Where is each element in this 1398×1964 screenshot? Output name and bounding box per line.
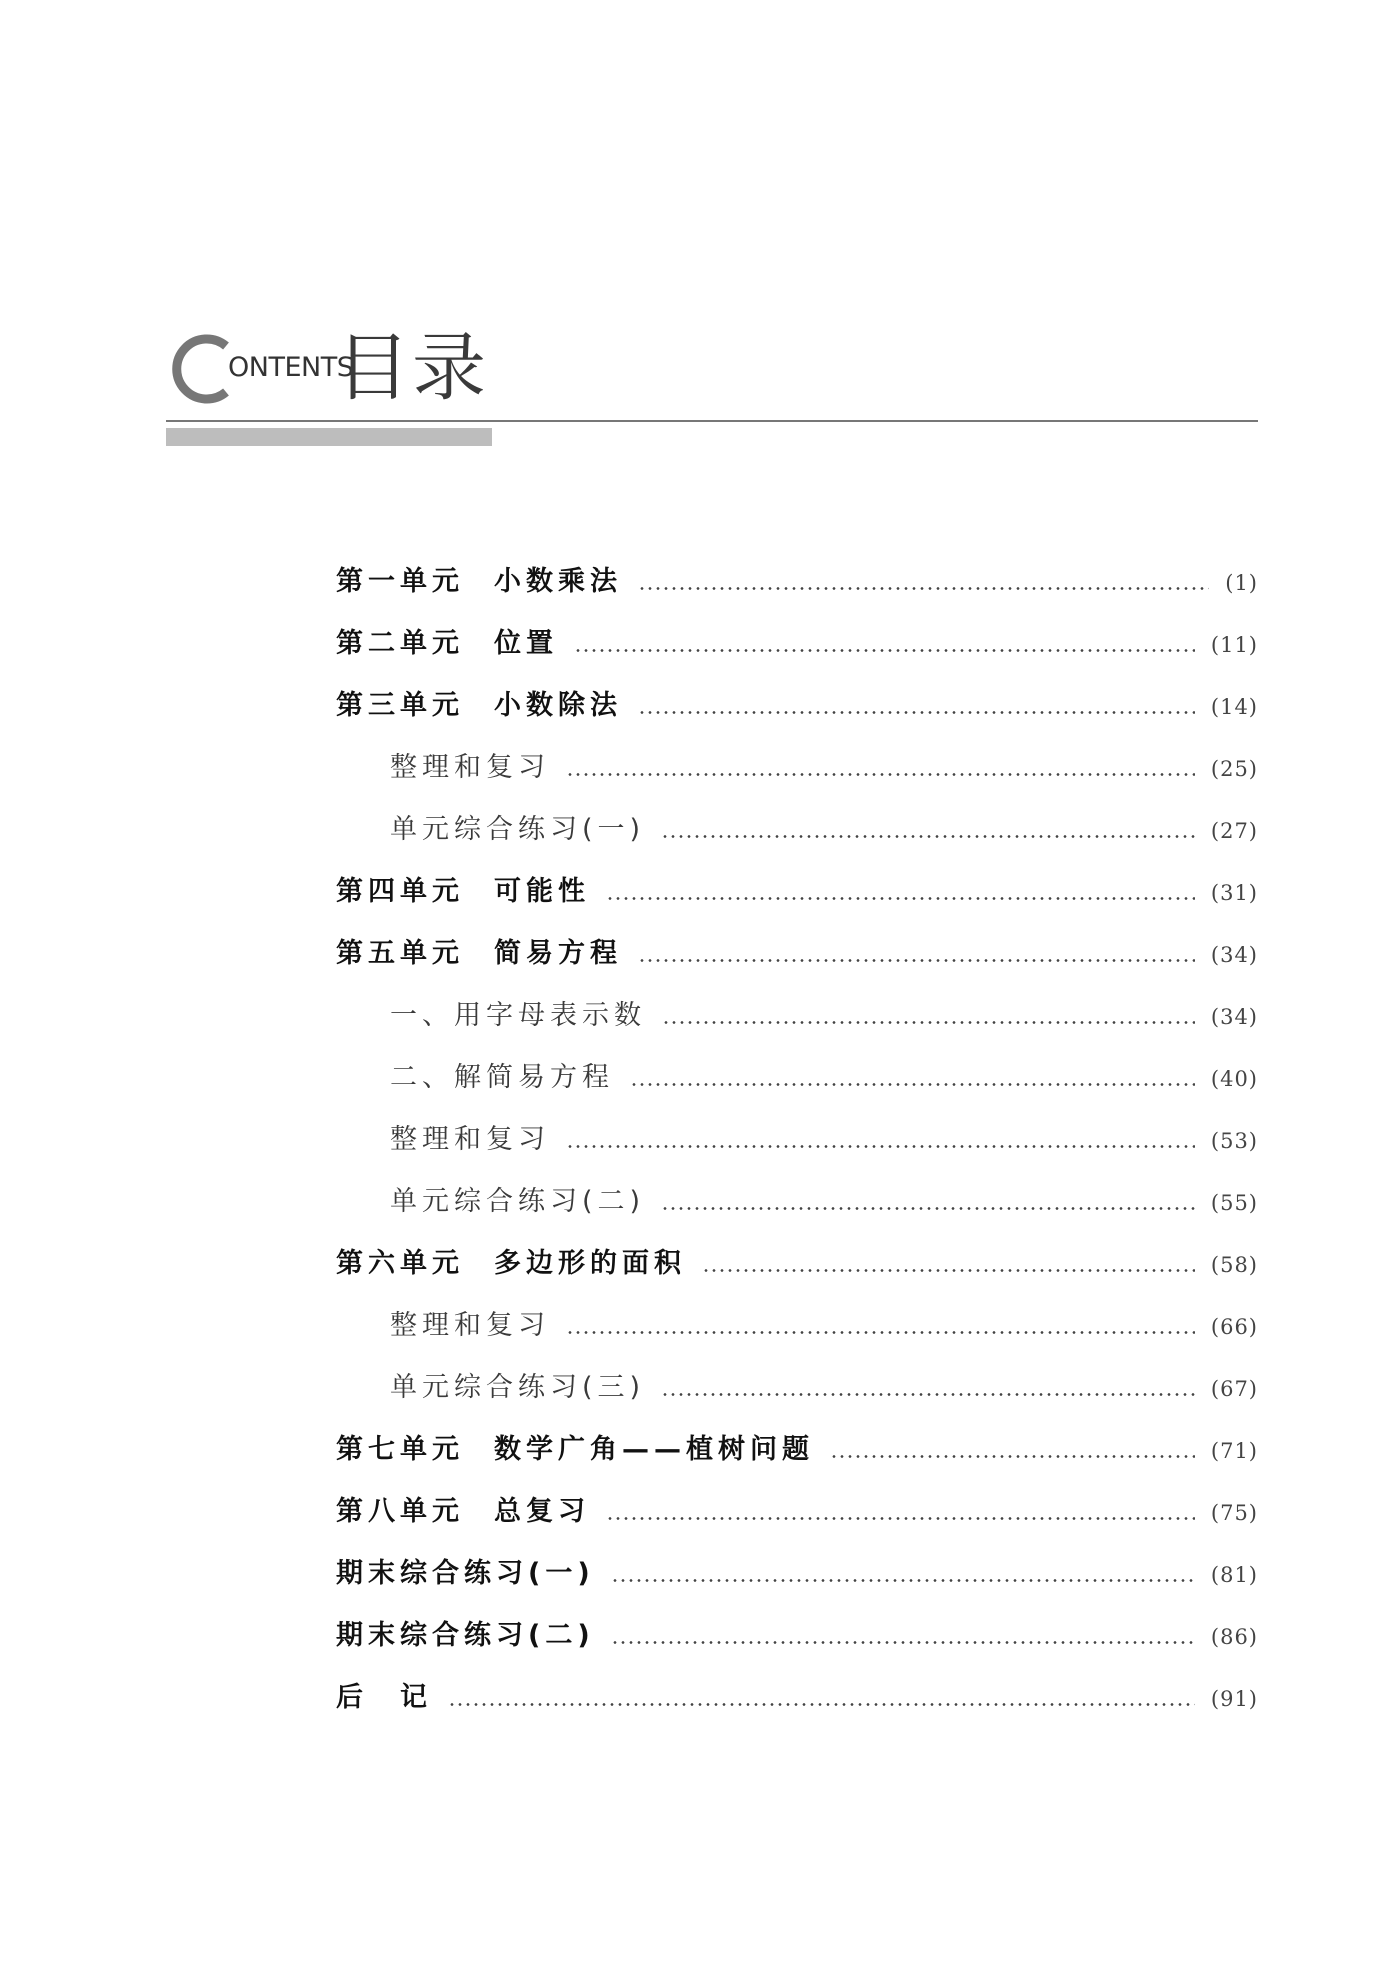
dot-leader — [606, 897, 1195, 900]
dot-leader — [661, 835, 1195, 838]
toc-entry[interactable] — [336, 860, 1258, 922]
dot-leader — [611, 1641, 1195, 1644]
toc-entry-title — [390, 814, 645, 846]
toc-entry-title — [336, 1434, 814, 1466]
dot-leader — [662, 1021, 1195, 1024]
toc-entry-title — [336, 1248, 686, 1280]
toc-section-title: 期末综合练习(一) — [336, 1558, 595, 1589]
toc-entry-title — [336, 1496, 590, 1528]
toc-entry-title — [336, 1682, 432, 1714]
toc-entry[interactable] — [336, 984, 1258, 1046]
dot-leader — [638, 711, 1195, 714]
dot-leader — [566, 773, 1195, 776]
toc-entry[interactable] — [336, 1232, 1258, 1294]
toc-entry[interactable] — [336, 674, 1258, 736]
toc-section-title: 小数乘法 — [494, 566, 622, 597]
toc-entry-title — [336, 566, 622, 598]
toc-chapter-label: 第五单元 — [336, 938, 464, 969]
toc-section-title: 二、解简易方程 — [390, 1062, 614, 1093]
contents-logo — [166, 322, 526, 418]
toc-page-number: (66) — [1210, 1315, 1258, 1339]
toc-entry[interactable] — [336, 736, 1258, 798]
toc-page-number: (11) — [1210, 633, 1258, 657]
toc-chapter-label: 第三单元 — [336, 690, 464, 721]
dot-leader — [566, 1145, 1195, 1148]
toc-entry[interactable] — [336, 1170, 1258, 1232]
dot-leader — [830, 1455, 1195, 1458]
toc-section-title: 数学广角——植树问题 — [494, 1434, 814, 1465]
toc-entry-title — [390, 1062, 614, 1094]
dot-leader — [638, 587, 1209, 590]
toc-page-number: (58) — [1210, 1253, 1258, 1277]
toc-section-title: 总复习 — [494, 1496, 590, 1527]
dot-leader — [566, 1331, 1195, 1334]
dot-leader — [574, 649, 1195, 652]
contents-header — [166, 322, 1258, 452]
toc-entry-title — [390, 1372, 645, 1404]
toc-entry[interactable] — [336, 550, 1258, 612]
toc-entry[interactable] — [336, 1604, 1258, 1666]
toc-entry-title — [336, 1558, 595, 1590]
toc-section-title: 单元综合练习(二) — [390, 1186, 646, 1217]
dot-leader — [606, 1517, 1195, 1520]
toc-entry-title — [336, 876, 590, 908]
dot-leader — [661, 1393, 1195, 1396]
toc-entry-title — [390, 1000, 646, 1032]
toc-section-title: 单元综合练习(三) — [390, 1372, 646, 1403]
toc-entry[interactable] — [336, 1666, 1258, 1728]
table-of-contents — [336, 550, 1258, 1728]
toc-entry-title — [336, 628, 558, 660]
toc-entry[interactable] — [336, 612, 1258, 674]
toc-entry-title — [390, 752, 550, 784]
toc-chapter-label: 第一单元 — [336, 566, 464, 597]
toc-entry-title — [336, 1620, 595, 1652]
toc-entry[interactable] — [336, 922, 1258, 984]
toc-page-number: (1) — [1225, 571, 1258, 595]
toc-entry[interactable] — [336, 1542, 1258, 1604]
header-accent-bar — [166, 428, 492, 446]
toc-page-number: (34) — [1210, 943, 1258, 967]
contents-logo-word: ONTENTS — [228, 352, 354, 383]
toc-entry[interactable] — [336, 1480, 1258, 1542]
toc-entry[interactable] — [336, 798, 1258, 860]
toc-section-title: 位置 — [494, 628, 558, 659]
dot-leader — [448, 1703, 1195, 1706]
toc-section-title: 期末综合练习(二) — [336, 1620, 595, 1651]
toc-page-number: (67) — [1210, 1377, 1258, 1401]
toc-section-title: 简易方程 — [494, 938, 622, 969]
toc-page-number: (75) — [1210, 1501, 1258, 1525]
page-title: 目录 — [336, 325, 488, 411]
toc-entry-title — [390, 1310, 550, 1342]
toc-section-title: 一、用字母表示数 — [390, 1000, 646, 1031]
toc-entry[interactable] — [336, 1046, 1258, 1108]
toc-entry[interactable] — [336, 1356, 1258, 1418]
toc-section-title: 整理和复习 — [390, 1124, 550, 1155]
dot-leader — [630, 1083, 1195, 1086]
toc-page-number: (31) — [1210, 881, 1258, 905]
toc-entry-title — [390, 1124, 550, 1156]
toc-page-number: (71) — [1210, 1439, 1258, 1463]
toc-page-number: (40) — [1210, 1067, 1258, 1091]
toc-section-title: 整理和复习 — [390, 1310, 550, 1341]
toc-entry[interactable] — [336, 1108, 1258, 1170]
toc-page-number: (25) — [1210, 757, 1258, 781]
toc-chapter-label: 第二单元 — [336, 628, 464, 659]
toc-entry-title — [336, 690, 622, 722]
toc-section-title: 可能性 — [494, 876, 590, 907]
header-rule — [166, 420, 1258, 422]
dot-leader — [661, 1207, 1195, 1210]
toc-page-number: (91) — [1210, 1687, 1258, 1711]
dot-leader — [611, 1579, 1195, 1582]
toc-entry-title — [390, 1186, 645, 1218]
toc-chapter-label: 第四单元 — [336, 876, 464, 907]
dot-leader — [638, 959, 1195, 962]
toc-section-title: 单元综合练习(一) — [390, 814, 646, 845]
toc-page-number: (34) — [1210, 1005, 1258, 1029]
toc-entry[interactable] — [336, 1294, 1258, 1356]
toc-section-title: 后 记 — [336, 1682, 432, 1713]
toc-page-number: (27) — [1210, 819, 1258, 843]
toc-entry-title — [336, 938, 622, 970]
toc-page-number: (81) — [1210, 1563, 1258, 1587]
toc-page-number: (55) — [1210, 1191, 1258, 1215]
toc-chapter-label: 第七单元 — [336, 1434, 464, 1465]
toc-chapter-label: 第六单元 — [336, 1248, 464, 1279]
toc-page-number: (53) — [1210, 1129, 1258, 1153]
toc-section-title: 多边形的面积 — [494, 1248, 686, 1279]
toc-section-title: 小数除法 — [494, 690, 622, 721]
toc-section-title: 整理和复习 — [390, 752, 550, 783]
toc-chapter-label: 第八单元 — [336, 1496, 464, 1527]
dot-leader — [702, 1269, 1195, 1272]
toc-page-number: (14) — [1210, 695, 1258, 719]
toc-entry[interactable] — [336, 1418, 1258, 1480]
toc-page-number: (86) — [1210, 1625, 1258, 1649]
